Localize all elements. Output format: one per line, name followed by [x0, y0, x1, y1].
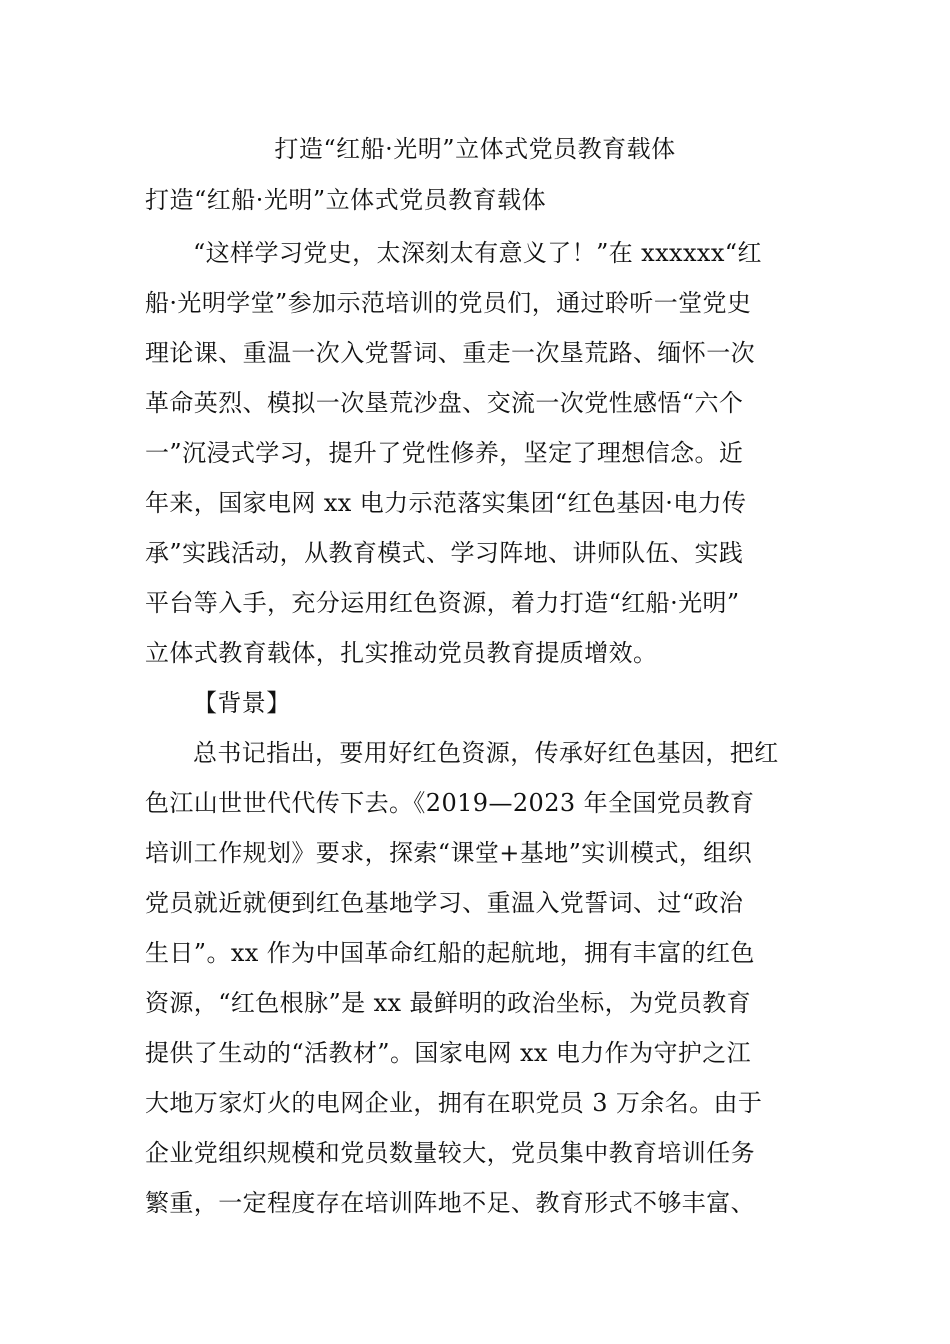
- paragraph-line: 理论课、重温一次入党誓词、重走一次垦荒路、缅怀一次: [145, 339, 755, 367]
- paragraph-line: 色江山世世代代传下去。《2019—2023 年全国党员教育: [145, 789, 755, 817]
- document-body: [145, 228, 815, 1228]
- paragraph-line: 立体式教育载体，扎实推动党员教育提质增效。: [145, 639, 658, 667]
- paragraph-line: 生日”。xx 作为中国革命红船的起航地，拥有丰富的红色: [145, 939, 755, 967]
- document-subtitle: 打造“红船·光明”立体式党员教育载体: [145, 186, 547, 214]
- paragraph-line: 培训工作规划》要求，探索“课堂+基地”实训模式，组织: [145, 839, 753, 867]
- section-heading: 【背景】: [193, 689, 291, 717]
- document-title: 打造“红船·光明”立体式党员教育载体: [274, 135, 676, 163]
- paragraph-line: 革命英烈、模拟一次垦荒沙盘、交流一次党性感悟“六个: [145, 389, 744, 417]
- paragraph-line: 总书记指出，要用好红色资源，传承好红色基因，把红: [193, 739, 779, 767]
- paragraph-line: 繁重，一定程度存在培训阵地不足、教育形式不够丰富、: [145, 1189, 755, 1217]
- paragraph-line: 提供了生动的“活教材”。国家电网 xx 电力作为守护之江: [145, 1039, 752, 1067]
- paragraph-line: 平台等入手，充分运用红色资源，着力打造“红船·光明”: [145, 589, 740, 617]
- paragraph-line: “这样学习党史，太深刻太有意义了！”在 xxxxxx“红: [193, 239, 762, 267]
- paragraph-line: 船·光明学堂”参加示范培训的党员们，通过聆听一堂党史: [145, 289, 752, 317]
- paragraph-line: 承”实践活动，从教育模式、学习阵地、讲师队伍、实践: [145, 539, 744, 567]
- paragraph-line: 企业党组织规模和党员数量较大，党员集中教育培训任务: [145, 1139, 755, 1167]
- paragraph-line: 资源，“红色根脉”是 xx 最鲜明的政治坐标，为党员教育: [145, 989, 752, 1017]
- paragraph-line: 党员就近就便到红色基地学习、重温入党誓词、过“政治: [145, 889, 744, 917]
- paragraph-line: 大地万家灯火的电网企业，拥有在职党员 3 万余名。由于: [145, 1089, 763, 1117]
- paragraph-line: 年来，国家电网 xx 电力示范落实集团“红色基因·电力传: [145, 489, 747, 517]
- paragraph-line: 一”沉浸式学习，提升了党性修养，坚定了理想信念。近: [145, 439, 744, 467]
